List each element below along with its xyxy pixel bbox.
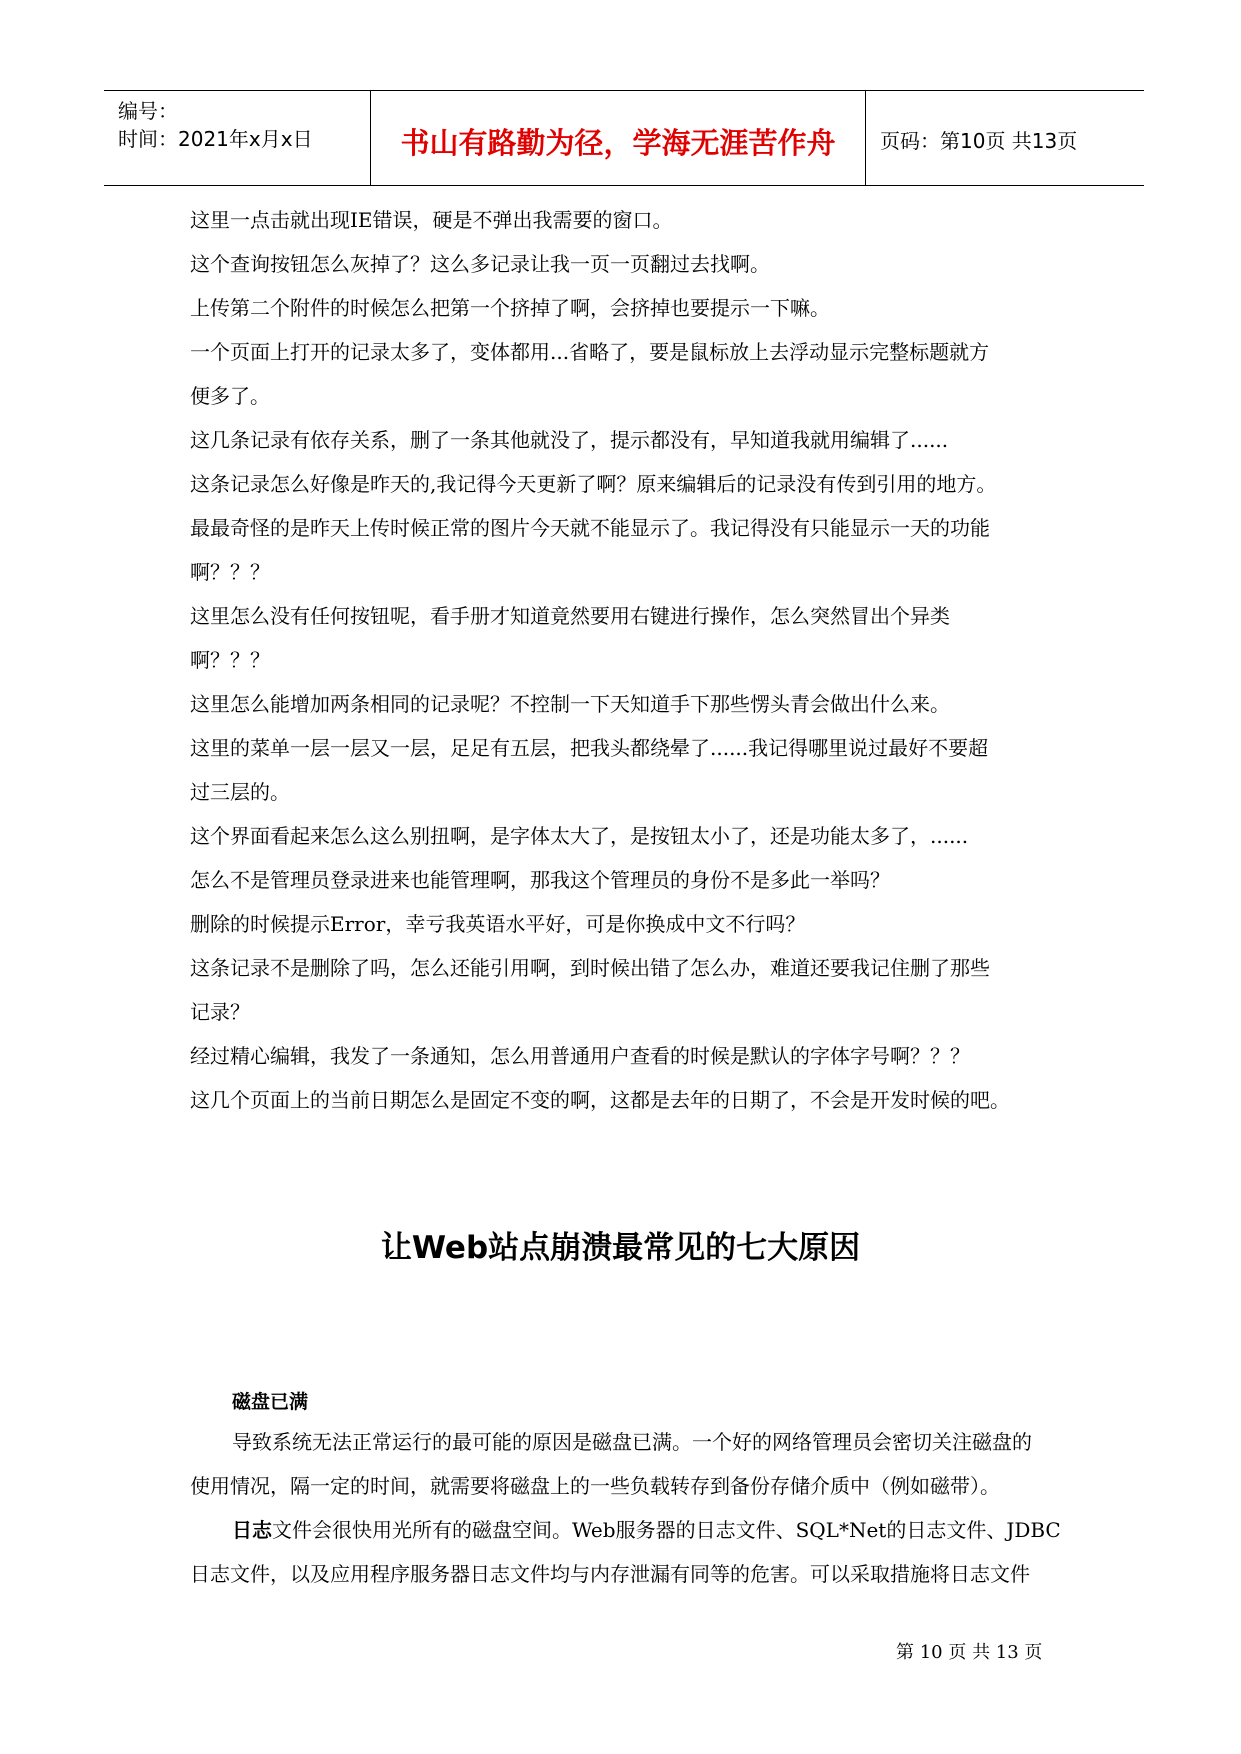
complaint-line: 经过精心编辑，我发了一条通知，怎么用普通用户查看的时候是默认的字体字号啊？？？ [190, 1044, 970, 1068]
section-subheading: 磁盘已满 [232, 1391, 309, 1413]
header-motto: 书山有路勤为径，学海无涯苦作舟 [400, 126, 836, 160]
complaint-line: 啊？？？ [190, 560, 270, 584]
complaint-line: 这个界面看起来怎么这么别扭啊，是字体太大了，是按钮太小了，还是功能太多了，...... [190, 824, 969, 848]
complaint-line: 怎么不是管理员登录进来也能管理啊，那我这个管理员的身份不是多此一举吗？ [190, 868, 890, 892]
section-title: 让Web站点崩溃最常见的七大原因 [380, 1230, 861, 1266]
complaint-line: 一个页面上打开的记录太多了，变体都用...省略了，要是鼠标放上去浮动显示完整标题就方 [190, 340, 990, 364]
complaint-line: 这几个页面上的当前日期怎么是固定不变的啊，这都是去年的日期了，不会是开发时候的吧。 [190, 1088, 1010, 1112]
complaint-line: 便多了。 [190, 384, 270, 408]
complaint-line: 这个查询按钮怎么灰掉了？这么多记录让我一页一页翻过去找啊。 [190, 252, 770, 276]
header-center-cell [370, 91, 866, 185]
complaint-line: 删除的时候提示Error，幸亏我英语水平好，可是你换成中文不行吗？ [190, 912, 806, 936]
header-page-label: 页码：第10页 共13页 [880, 129, 1078, 153]
complaint-line: 这里的菜单一层一层又一层，足足有五层，把我头都绕晕了......我记得哪里说过最好不要超 [190, 736, 989, 760]
complaint-line: 过三层的。 [190, 780, 290, 804]
complaint-line: 啊？？？ [190, 648, 270, 672]
complaint-line: 最最奇怪的是昨天上传时候正常的图片今天就不能显示了。我记得没有只能显示一天的功能 [190, 516, 990, 540]
body-paragraph-line: 导致系统无法正常运行的最可能的原因是磁盘已满。一个好的网络管理员会密切关注磁盘的 [232, 1430, 1032, 1454]
header-right-cell [866, 91, 1144, 185]
document-time-label: 时间：2021年x月x日 [118, 127, 313, 151]
body-paragraph-line: 使用情况，隔一定的时间，就需要将磁盘上的一些负载转存到备份存储介质中（例如磁带）。 [190, 1474, 1000, 1498]
complaint-line: 这条记录怎么好像是昨天的,我记得今天更新了啊？原来编辑后的记录没有传到引用的地方。 [190, 472, 997, 496]
complaint-line: 这里怎么没有任何按钮呢，看手册才知道竟然要用右键进行操作，怎么突然冒出个异类 [190, 604, 950, 628]
complaint-line: 这里一点击就出现IE错误，硬是不弹出我需要的窗口。 [190, 208, 673, 232]
complaint-line: 这里怎么能增加两条相同的记录呢？不控制一下天知道手下那些愣头青会做出什么来。 [190, 692, 950, 716]
header-left-cell [104, 91, 370, 185]
page-footer: 第 10 页 共 13 页 [896, 1642, 1043, 1663]
body-paragraph-line [232, 1508, 1070, 1552]
log-term: 日志 [232, 1518, 272, 1542]
body-paragraph-text: 文件会很快用光所有的磁盘空间。Web服务器的日志文件、SQL*Net的日志文件、JDBC [272, 1518, 1061, 1542]
complaint-line: 记录？ [190, 1000, 250, 1024]
complaint-line: 这条记录不是删除了吗，怎么还能引用啊，到时候出错了怎么办，难道还要我记住删了那些 [190, 956, 990, 980]
complaint-line: 这几条记录有依存关系，删了一条其他就没了，提示都没有，早知道我就用编辑了...... [190, 428, 949, 452]
complaint-line: 上传第二个附件的时候怎么把第一个挤掉了啊，会挤掉也要提示一下嘛。 [190, 296, 830, 320]
body-paragraph-line: 日志文件，以及应用程序服务器日志文件均与内存泄漏有同等的危害。可以采取措施将日志文件 [190, 1562, 1030, 1586]
document-header [104, 90, 1144, 186]
document-number-label: 编号： [118, 99, 178, 123]
